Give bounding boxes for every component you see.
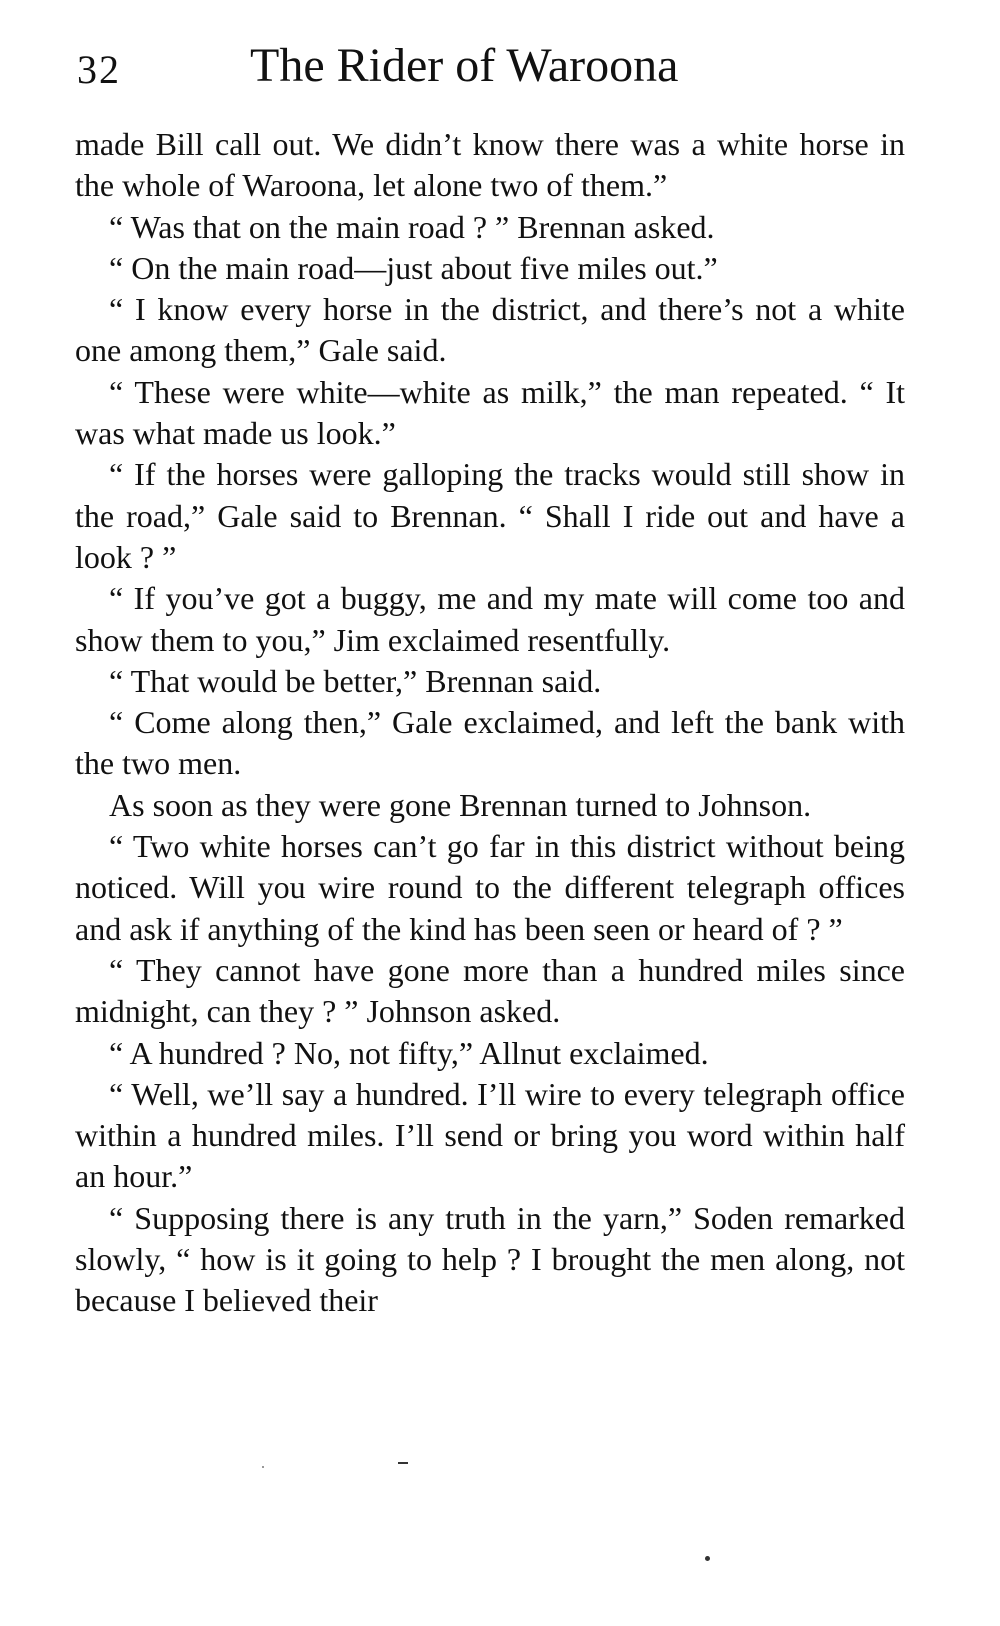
- paragraph: made Bill call out. We didn’t know there was a white horse in the whole of Waroona, let alone two of them.”: [75, 126, 905, 204]
- scan-speck: [705, 1556, 710, 1561]
- paragraph: “ If the horses were galloping the tracks would still show in the road,” Gale said to Brennan. “ Shall I ride out and have a look ? ”: [75, 456, 905, 575]
- paragraph: “ They cannot have gone more than a hundred miles since midnight, can they ? ” Johnson asked.: [75, 951, 905, 1030]
- paragraph: “ I know every horse in the district, and there’s not a white one among them,” Gale said.: [75, 291, 905, 369]
- paragraph: “ Was that on the main road ? ” Brennan asked.: [109, 208, 715, 245]
- paragraph: “ These were white—white as milk,” the man repeated. “ It was what made us look.”: [75, 373, 905, 452]
- paragraph: “ Well, we’ll say a hundred. I’ll wire to every telegraph office within a hundred miles. I’ll send or bring you word within half an hour.”: [75, 1075, 905, 1195]
- paragraph: “ Two white horses can’t go far in this district without being noticed. Will you wire round to the different telegraph offices and ask if anything of the kind has been seen or heard of ? ”: [75, 828, 905, 947]
- paragraph: “ On the main road—just about five miles out.”: [109, 249, 718, 286]
- paragraph: “ That would be better,” Brennan said.: [109, 662, 602, 699]
- page-header: [75, 38, 905, 110]
- body-text: [75, 124, 905, 1322]
- paragraph: “ Come along then,” Gale exclaimed, and left the bank with the two men.: [75, 704, 905, 782]
- paragraph: “ Supposing there is any truth in the yarn,” Soden remarked slowly, “ how is it going to help ? I brought the men along, not because I believed their: [75, 1199, 905, 1319]
- page-number: 32: [77, 47, 121, 92]
- scan-speck: [398, 1462, 408, 1464]
- book-page: [75, 38, 905, 1322]
- scan-speck: [262, 1466, 264, 1468]
- paragraph: As soon as they were gone Brennan turned to Johnson.: [109, 786, 812, 823]
- running-title: The Rider of Waroona: [250, 39, 679, 92]
- paragraph: “ If you’ve got a buggy, me and my mate will come too and show them to you,” Jim exclaimed resentfully.: [75, 580, 905, 658]
- paragraph: “ A hundred ? No, not fifty,” Allnut exclaimed.: [109, 1034, 709, 1071]
